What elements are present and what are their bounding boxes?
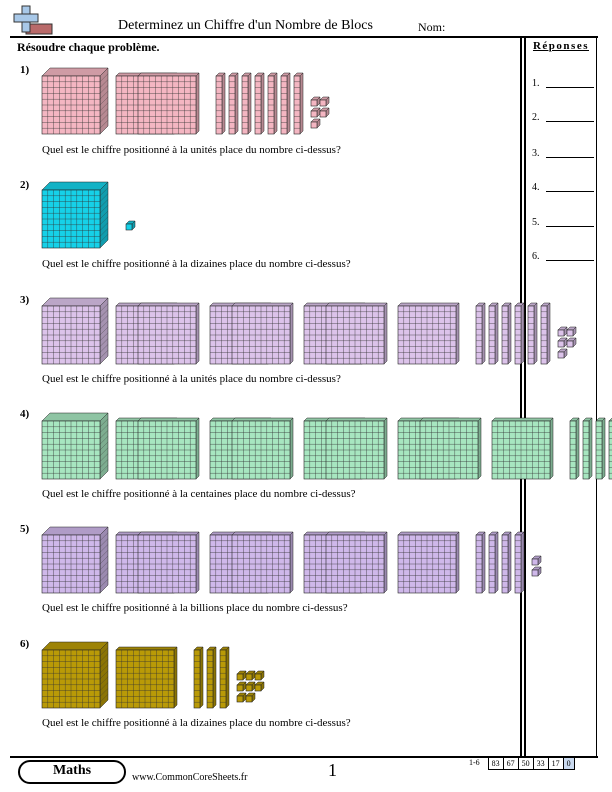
answers-heading: Réponses — [532, 40, 589, 52]
hundred-flat — [138, 303, 199, 364]
score-cell: 83 — [488, 757, 503, 770]
hundred-flat — [138, 532, 199, 593]
unit-cube — [532, 556, 541, 565]
unit-cube — [320, 97, 329, 106]
answer-number: 5. — [532, 217, 540, 228]
website-link[interactable]: www.CommonCoreSheets.fr — [132, 772, 248, 783]
problem-question: Quel est le chiffre positionné à la centaines place du nombre ci-dessus? — [42, 488, 356, 500]
page-number: 1 — [328, 760, 337, 780]
instructions: Résoudre chaque problème. — [17, 40, 160, 54]
problem-question: Quel est le chiffre positionné à la unités place du nombre ci-dessus? — [42, 144, 341, 156]
hundred-flat — [398, 303, 459, 364]
ten-rod — [268, 73, 277, 134]
brand-label: Maths — [52, 763, 92, 778]
problem-number: 4) — [20, 408, 30, 420]
ten-rod — [489, 532, 498, 593]
hundred-flat — [138, 73, 199, 134]
ten-rod — [515, 303, 524, 364]
problem-question: Quel est le chiffre positionné à la dizaines place du nombre ci-dessus? — [42, 258, 351, 270]
page-title: Determinez un Chiffre d'un Nombre de Blocs — [118, 18, 373, 33]
ten-rod — [502, 303, 511, 364]
unit-cube — [567, 338, 576, 347]
unit-cube — [567, 327, 576, 336]
score-range: 1-6 — [469, 758, 480, 767]
unit-cube — [246, 693, 255, 702]
hundred-flat — [326, 532, 387, 593]
unit-cube — [311, 97, 320, 106]
unit-cube — [237, 693, 246, 702]
problem-number: 6) — [20, 638, 30, 650]
thousand-cube — [42, 527, 108, 593]
problem-question: Quel est le chiffre positionné à la unités place du nombre ci-dessus? — [42, 373, 341, 385]
hundred-flat — [232, 418, 293, 479]
unit-cube — [255, 671, 264, 680]
unit-cube — [320, 108, 329, 117]
hundred-flat — [232, 303, 293, 364]
problem-question: Quel est le chiffre positionné à la billions place du nombre ci-dessus? — [42, 602, 348, 614]
score-cell: 33 — [533, 757, 548, 770]
score-cell: 50 — [518, 757, 533, 770]
score-table — [466, 757, 575, 768]
hundred-flat — [420, 418, 481, 479]
unit-cube — [558, 349, 567, 358]
ten-rod — [476, 532, 485, 593]
unit-cube — [126, 221, 135, 230]
unit-cube — [558, 338, 567, 347]
ten-rod — [216, 73, 225, 134]
ten-rod — [220, 647, 229, 708]
thousand-cube — [42, 182, 108, 248]
unit-cube — [311, 108, 320, 117]
ten-rod — [255, 73, 264, 134]
ten-rod — [242, 73, 251, 134]
answer-number: 1. — [532, 78, 540, 89]
ten-rod — [596, 418, 605, 479]
ten-rod — [583, 418, 592, 479]
thousand-cube — [42, 413, 108, 479]
unit-cube — [311, 119, 320, 128]
unit-cube — [237, 682, 246, 691]
unit-cube — [558, 327, 567, 336]
ten-rod — [194, 647, 203, 708]
thousand-cube — [42, 298, 108, 364]
answer-number: 6. — [532, 251, 540, 262]
ten-rod — [294, 73, 303, 134]
score-cell: 17 — [548, 757, 563, 770]
hundred-flat — [326, 418, 387, 479]
thousand-cube — [42, 642, 108, 708]
answer-number: 4. — [532, 182, 540, 193]
ten-rod — [570, 418, 579, 479]
ten-rod — [229, 73, 238, 134]
ten-rod — [489, 303, 498, 364]
ten-rod — [541, 303, 550, 364]
thousand-cube — [42, 68, 108, 134]
answer-number: 2. — [532, 112, 540, 123]
ten-rod — [502, 532, 511, 593]
hundred-flat — [492, 418, 553, 479]
problem-number: 1) — [20, 64, 30, 76]
ten-rod — [281, 73, 290, 134]
hundred-flat — [398, 532, 459, 593]
hundred-flat — [116, 647, 177, 708]
score-cell: 0 — [563, 757, 575, 770]
hundred-flat — [138, 418, 199, 479]
problem-number: 2) — [20, 179, 30, 191]
hundred-flat — [326, 303, 387, 364]
ten-rod — [476, 303, 485, 364]
unit-cube — [246, 682, 255, 691]
hundred-flat — [232, 532, 293, 593]
unit-cube — [532, 567, 541, 576]
problem-question: Quel est le chiffre positionné à la dizaines place du nombre ci-dessus? — [42, 717, 351, 729]
unit-cube — [255, 682, 264, 691]
name-label: Nom: — [418, 20, 446, 34]
problem-number: 5) — [20, 523, 30, 535]
problem-number: 3) — [20, 294, 30, 306]
ten-rod — [207, 647, 216, 708]
unit-cube — [246, 671, 255, 680]
ten-rod — [528, 303, 537, 364]
score-cell: 67 — [503, 757, 518, 770]
answer-number: 3. — [532, 148, 540, 159]
unit-cube — [237, 671, 246, 680]
ten-rod — [515, 532, 524, 593]
